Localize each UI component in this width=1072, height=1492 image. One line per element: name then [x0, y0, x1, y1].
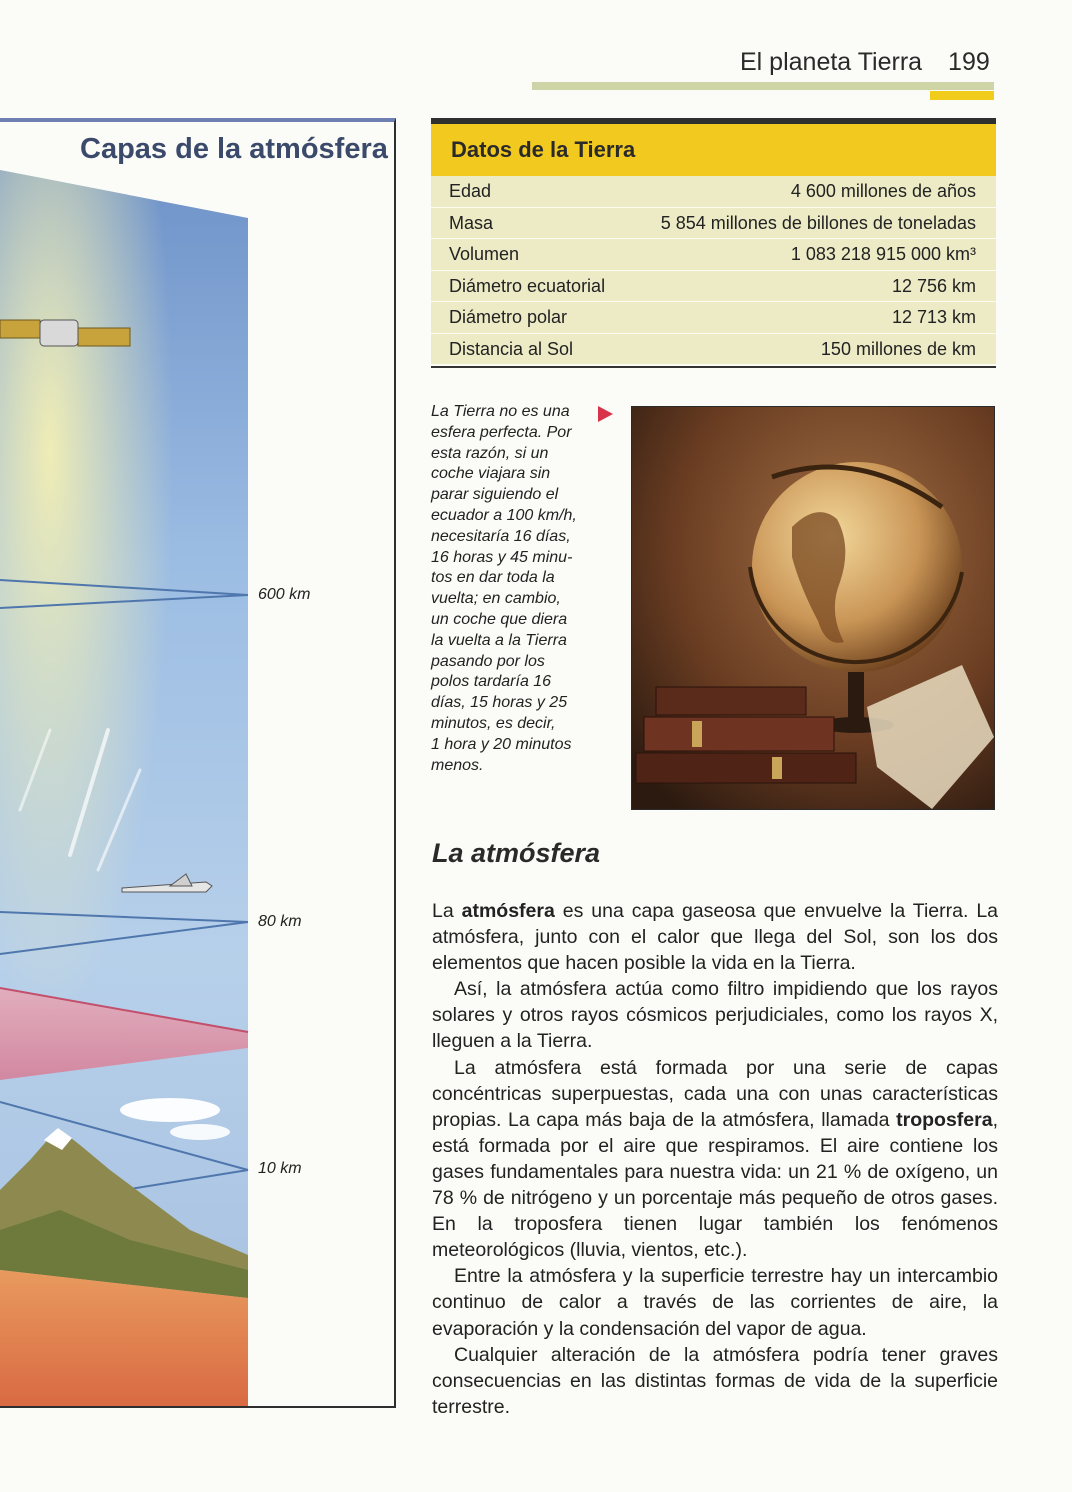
article-body	[432, 898, 998, 1420]
row-value: 12 756 km	[891, 275, 976, 296]
row-value: 5 854 millones de billones de toneladas	[660, 212, 976, 233]
chapter-title: El planeta Tierra	[740, 48, 923, 76]
atmosphere-layers-illustration	[0, 170, 394, 1406]
row-value: 1 083 218 915 000 km³	[790, 244, 976, 264]
photo-caption	[431, 402, 597, 776]
paragraph	[432, 1055, 998, 1264]
row-label: Distancia al Sol	[449, 338, 574, 359]
running-header	[740, 48, 990, 77]
caption-line: esfera perfecta. Por	[431, 423, 572, 441]
caption-line: 1 hora y 20 minutos	[431, 735, 572, 753]
paragraph	[432, 898, 998, 976]
caption-line: coche viajara sin	[431, 465, 551, 483]
caption-line: vuelta; en cambio,	[431, 590, 561, 608]
caption-line: esta razón, si un	[431, 444, 549, 462]
caption-line: minutos, es decir,	[431, 714, 556, 732]
table-row	[431, 208, 996, 240]
triangle-pointer-icon	[598, 406, 613, 422]
caption-line: ecuador a 100 km/h,	[431, 506, 577, 524]
globe-photo	[631, 406, 995, 810]
header-accent-bar	[930, 91, 994, 100]
text-run: La atmósfera está formada por una serie de capas concéntricas superpuestas, cada una con unas características propias. La capa más baja de la atmósfera, llamada	[432, 1056, 998, 1131]
paragraph: Cualquier alteración de la atmósfera podría tener graves consecuencias en las distintas formas de vida de la superficie terrestre.	[432, 1343, 998, 1418]
text-run: La	[432, 900, 462, 922]
row-label: Volumen	[449, 244, 520, 264]
row-label: Edad	[449, 181, 492, 201]
altitude-label-10: 10 km	[258, 1160, 302, 1177]
altitude-label-600: 600 km	[258, 586, 311, 603]
row-value: 150 millones de km	[820, 338, 976, 359]
article-title: La atmósfera	[432, 838, 601, 868]
row-value: 12 713 km	[891, 307, 976, 327]
caption-line: La Tierra no es una	[431, 403, 570, 420]
text-run: es una capa gaseosa que envuelve la Tierra. La atmósfera, junto con el calor que llega del Sol, son los dos elementos que hacen posible la vida en la Tierra.	[432, 900, 999, 975]
table-row	[431, 334, 996, 366]
row-label: Diámetro polar	[449, 307, 568, 327]
header-rule	[532, 82, 994, 90]
caption-line: tos en dar toda la	[431, 569, 555, 587]
caption-line: días, 15 horas y 25	[431, 694, 568, 712]
bold-term: atmósfera	[461, 900, 555, 922]
table-row	[431, 302, 996, 334]
row-label: Masa	[449, 212, 494, 233]
caption-line: polos tardaría 16	[431, 673, 552, 691]
caption-line: necesitaría 16 días,	[431, 527, 571, 545]
table-row	[431, 239, 996, 271]
text-run: , está formada por el aire que respiramos. El aire contiene los gases fundamentales para nuestra vida: un 21 % de oxígeno, un 78 % de nitrógeno y un porcentaje más pequeño de otros gases. En la troposfera tienen lugar también los fenómenos meteorológicos (lluvia, vientos, etc.).	[432, 1108, 998, 1262]
page-number: 199	[948, 48, 990, 76]
table-row	[431, 176, 996, 208]
atmosphere-illustration-title: Capas de la atmósfera	[80, 133, 388, 165]
globe-icon	[632, 407, 994, 809]
earth-facts-table	[431, 118, 996, 368]
caption-line: menos.	[431, 756, 484, 774]
row-label: Diámetro ecuatorial	[449, 275, 606, 296]
table-title: Datos de la Tierra	[431, 124, 996, 176]
row-value: 4 600 millones de años	[790, 181, 976, 201]
table-bottom-rule	[431, 366, 996, 368]
paragraph: Entre la atmósfera y la superficie terrestre hay un intercambio continuo de calor a través de las corrientes de aire, la evaporación y la condensación del vapor de agua.	[432, 1265, 998, 1340]
altitude-label-80: 80 km	[258, 913, 302, 930]
caption-line: parar siguiendo el	[431, 486, 559, 504]
caption-line: la vuelta a la Tierra	[431, 631, 567, 649]
caption-line: un coche que diera	[431, 610, 568, 628]
caption-line: 16 horas y 45 minu-	[431, 548, 573, 566]
paragraph: Así, la atmósfera actúa como filtro impidiendo que los rayos solares y otros rayos cósmicos perjudiciales, como los rayos X, lleguen a la Tierra.	[432, 978, 998, 1053]
bold-term: troposfera	[896, 1108, 993, 1131]
table-row	[431, 271, 996, 303]
caption-line: pasando por los	[431, 652, 545, 670]
